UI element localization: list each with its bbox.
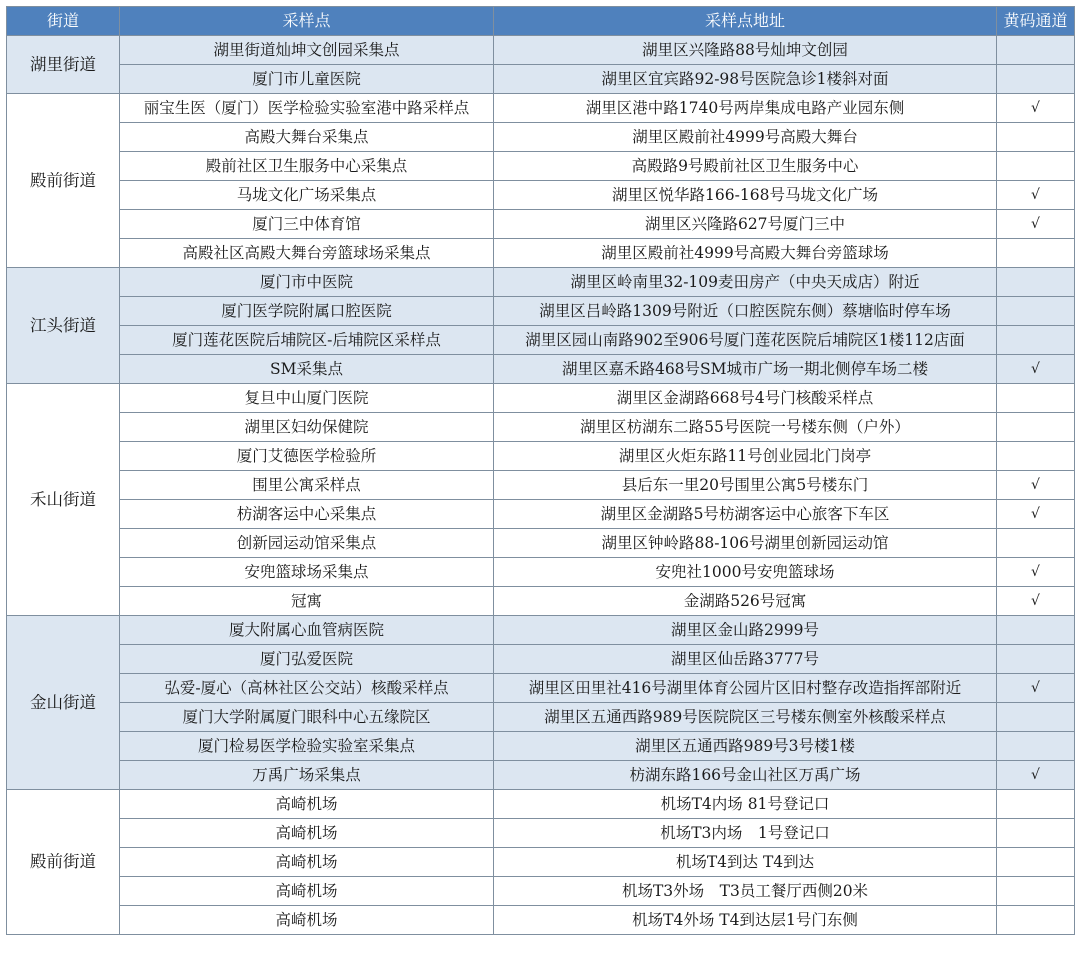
- table-row: [7, 761, 1075, 790]
- site-cell: 丽宝生医（厦门）医学检验实验室港中路采样点: [120, 94, 494, 123]
- yellow-channel-cell: [997, 442, 1075, 471]
- address-cell: 湖里区吕岭路1309号附近（口腔医院东侧）蔡塘临时停车场: [494, 297, 997, 326]
- address-cell: 机场T3外场 T3员工餐厅西侧20米: [494, 877, 997, 906]
- site-cell: 围里公寓采样点: [120, 471, 494, 500]
- address-cell: 湖里区五通西路989号医院院区三号楼东侧室外核酸采样点: [494, 703, 997, 732]
- street-cell: 金山街道: [7, 616, 120, 790]
- address-cell: 湖里区兴隆路88号灿坤文创园: [494, 36, 997, 65]
- address-cell: 湖里区殿前社4999号高殿大舞台: [494, 123, 997, 152]
- table-row: [7, 703, 1075, 732]
- address-cell: 湖里区金湖路5号枋湖客运中心旅客下车区: [494, 500, 997, 529]
- site-cell: 厦门艾德医学检验所: [120, 442, 494, 471]
- table-row: [7, 819, 1075, 848]
- yellow-channel-cell: [997, 877, 1075, 906]
- street-cell: 湖里街道: [7, 36, 120, 94]
- yellow-channel-cell: [997, 123, 1075, 152]
- table-row: [7, 210, 1075, 239]
- table-row: [7, 442, 1075, 471]
- table-row: [7, 558, 1075, 587]
- site-cell: 安兜篮球场采集点: [120, 558, 494, 587]
- site-cell: 高殿大舞台采集点: [120, 123, 494, 152]
- site-cell: 高崎机场: [120, 790, 494, 819]
- sampling-sites-table: [6, 6, 1075, 935]
- header-street: 街道: [7, 7, 120, 36]
- yellow-channel-cell: √: [997, 674, 1075, 703]
- site-cell: SM采集点: [120, 355, 494, 384]
- address-cell: 湖里区悦华路166-168号马垅文化广场: [494, 181, 997, 210]
- site-cell: 厦门市中医院: [120, 268, 494, 297]
- table-row: [7, 848, 1075, 877]
- table-row: [7, 36, 1075, 65]
- table-row: [7, 94, 1075, 123]
- table-row: [7, 500, 1075, 529]
- site-cell: 万禹广场采集点: [120, 761, 494, 790]
- yellow-channel-cell: [997, 645, 1075, 674]
- site-cell: 湖里街道灿坤文创园采集点: [120, 36, 494, 65]
- site-cell: 高崎机场: [120, 906, 494, 935]
- site-cell: 高崎机场: [120, 848, 494, 877]
- yellow-channel-cell: [997, 326, 1075, 355]
- yellow-channel-cell: [997, 152, 1075, 181]
- yellow-channel-cell: [997, 703, 1075, 732]
- header-site: 采样点: [120, 7, 494, 36]
- header-yellow-channel: 黄码通道: [997, 7, 1075, 36]
- address-cell: 湖里区宜宾路92-98号医院急诊1楼斜对面: [494, 65, 997, 94]
- address-cell: 湖里区金山路2999号: [494, 616, 997, 645]
- address-cell: 湖里区兴隆路627号厦门三中: [494, 210, 997, 239]
- site-cell: 枋湖客运中心采集点: [120, 500, 494, 529]
- yellow-channel-cell: [997, 239, 1075, 268]
- table-row: [7, 616, 1075, 645]
- site-cell: 冠寓: [120, 587, 494, 616]
- table-row: [7, 645, 1075, 674]
- yellow-channel-cell: [997, 732, 1075, 761]
- yellow-channel-cell: √: [997, 471, 1075, 500]
- yellow-channel-cell: [997, 529, 1075, 558]
- yellow-channel-cell: [997, 413, 1075, 442]
- yellow-channel-cell: [997, 297, 1075, 326]
- table-row: [7, 297, 1075, 326]
- site-cell: 厦门弘爱医院: [120, 645, 494, 674]
- site-cell: 高崎机场: [120, 877, 494, 906]
- address-cell: 湖里区火炬东路11号创业园北门岗亭: [494, 442, 997, 471]
- site-cell: 厦门检易医学检验实验室采集点: [120, 732, 494, 761]
- site-cell: 马垅文化广场采集点: [120, 181, 494, 210]
- site-cell: 湖里区妇幼保健院: [120, 413, 494, 442]
- address-cell: 湖里区田里社416号湖里体育公园片区旧村整存改造指挥部附近: [494, 674, 997, 703]
- yellow-channel-cell: [997, 848, 1075, 877]
- table-row: [7, 877, 1075, 906]
- address-cell: 枋湖东路166号金山社区万禹广场: [494, 761, 997, 790]
- street-cell: 禾山街道: [7, 384, 120, 616]
- yellow-channel-cell: √: [997, 761, 1075, 790]
- site-cell: 厦门大学附属厦门眼科中心五缘院区: [120, 703, 494, 732]
- table-row: [7, 65, 1075, 94]
- site-cell: 弘爱-厦心（高林社区公交站）核酸采样点: [120, 674, 494, 703]
- yellow-channel-cell: √: [997, 355, 1075, 384]
- table-row: [7, 413, 1075, 442]
- table-row: [7, 268, 1075, 297]
- address-cell: 机场T3内场 1号登记口: [494, 819, 997, 848]
- table-row: [7, 239, 1075, 268]
- site-cell: 厦门莲花医院后埔院区-后埔院区采样点: [120, 326, 494, 355]
- address-cell: 机场T4到达 T4到达: [494, 848, 997, 877]
- site-cell: 高崎机场: [120, 819, 494, 848]
- address-cell: 金湖路526号冠寓: [494, 587, 997, 616]
- yellow-channel-cell: [997, 616, 1075, 645]
- table-body: [7, 36, 1075, 935]
- yellow-channel-cell: √: [997, 210, 1075, 239]
- table-row: [7, 732, 1075, 761]
- address-cell: 湖里区岭南里32-109麦田房产（中央天成店）附近: [494, 268, 997, 297]
- header-row: [7, 7, 1075, 36]
- table-row: [7, 529, 1075, 558]
- yellow-channel-cell: √: [997, 500, 1075, 529]
- yellow-channel-cell: √: [997, 587, 1075, 616]
- address-cell: 县后东一里20号围里公寓5号楼东门: [494, 471, 997, 500]
- yellow-channel-cell: [997, 268, 1075, 297]
- site-cell: 厦门三中体育馆: [120, 210, 494, 239]
- yellow-channel-cell: [997, 384, 1075, 413]
- table-row: [7, 674, 1075, 703]
- table-row: [7, 355, 1075, 384]
- table-row: [7, 471, 1075, 500]
- site-cell: 厦门医学院附属口腔医院: [120, 297, 494, 326]
- site-cell: 厦门市儿童医院: [120, 65, 494, 94]
- address-cell: 湖里区港中路1740号两岸集成电路产业园东侧: [494, 94, 997, 123]
- address-cell: 湖里区殿前社4999号高殿大舞台旁篮球场: [494, 239, 997, 268]
- table-row: [7, 181, 1075, 210]
- site-cell: 殿前社区卫生服务中心采集点: [120, 152, 494, 181]
- yellow-channel-cell: [997, 65, 1075, 94]
- address-cell: 高殿路9号殿前社区卫生服务中心: [494, 152, 997, 181]
- address-cell: 湖里区五通西路989号3号楼1楼: [494, 732, 997, 761]
- address-cell: 湖里区金湖路668号4号门核酸采样点: [494, 384, 997, 413]
- site-cell: 厦大附属心血管病医院: [120, 616, 494, 645]
- table-row: [7, 152, 1075, 181]
- address-cell: 湖里区枋湖东二路55号医院一号楼东侧（户外）: [494, 413, 997, 442]
- yellow-channel-cell: √: [997, 94, 1075, 123]
- yellow-channel-cell: [997, 819, 1075, 848]
- site-cell: 高殿社区高殿大舞台旁篮球场采集点: [120, 239, 494, 268]
- address-cell: 湖里区嘉禾路468号SM城市广场一期北侧停车场二楼: [494, 355, 997, 384]
- table-row: [7, 326, 1075, 355]
- table-row: [7, 123, 1075, 152]
- table-row: [7, 790, 1075, 819]
- address-cell: 机场T4外场 T4到达层1号门东侧: [494, 906, 997, 935]
- header-address: 采样点地址: [494, 7, 997, 36]
- street-cell: 殿前街道: [7, 94, 120, 268]
- address-cell: 安兜社1000号安兜篮球场: [494, 558, 997, 587]
- street-cell: 殿前街道: [7, 790, 120, 935]
- address-cell: 湖里区仙岳路3777号: [494, 645, 997, 674]
- street-cell: 江头街道: [7, 268, 120, 384]
- address-cell: 机场T4内场 81号登记口: [494, 790, 997, 819]
- yellow-channel-cell: [997, 906, 1075, 935]
- address-cell: 湖里区园山南路902至906号厦门莲花医院后埔院区1楼112店面: [494, 326, 997, 355]
- table-row: [7, 384, 1075, 413]
- table-row: [7, 587, 1075, 616]
- yellow-channel-cell: [997, 790, 1075, 819]
- site-cell: 复旦中山厦门医院: [120, 384, 494, 413]
- site-cell: 创新园运动馆采集点: [120, 529, 494, 558]
- yellow-channel-cell: [997, 36, 1075, 65]
- yellow-channel-cell: √: [997, 181, 1075, 210]
- yellow-channel-cell: √: [997, 558, 1075, 587]
- table-row: [7, 906, 1075, 935]
- address-cell: 湖里区钟岭路88-106号湖里创新园运动馆: [494, 529, 997, 558]
